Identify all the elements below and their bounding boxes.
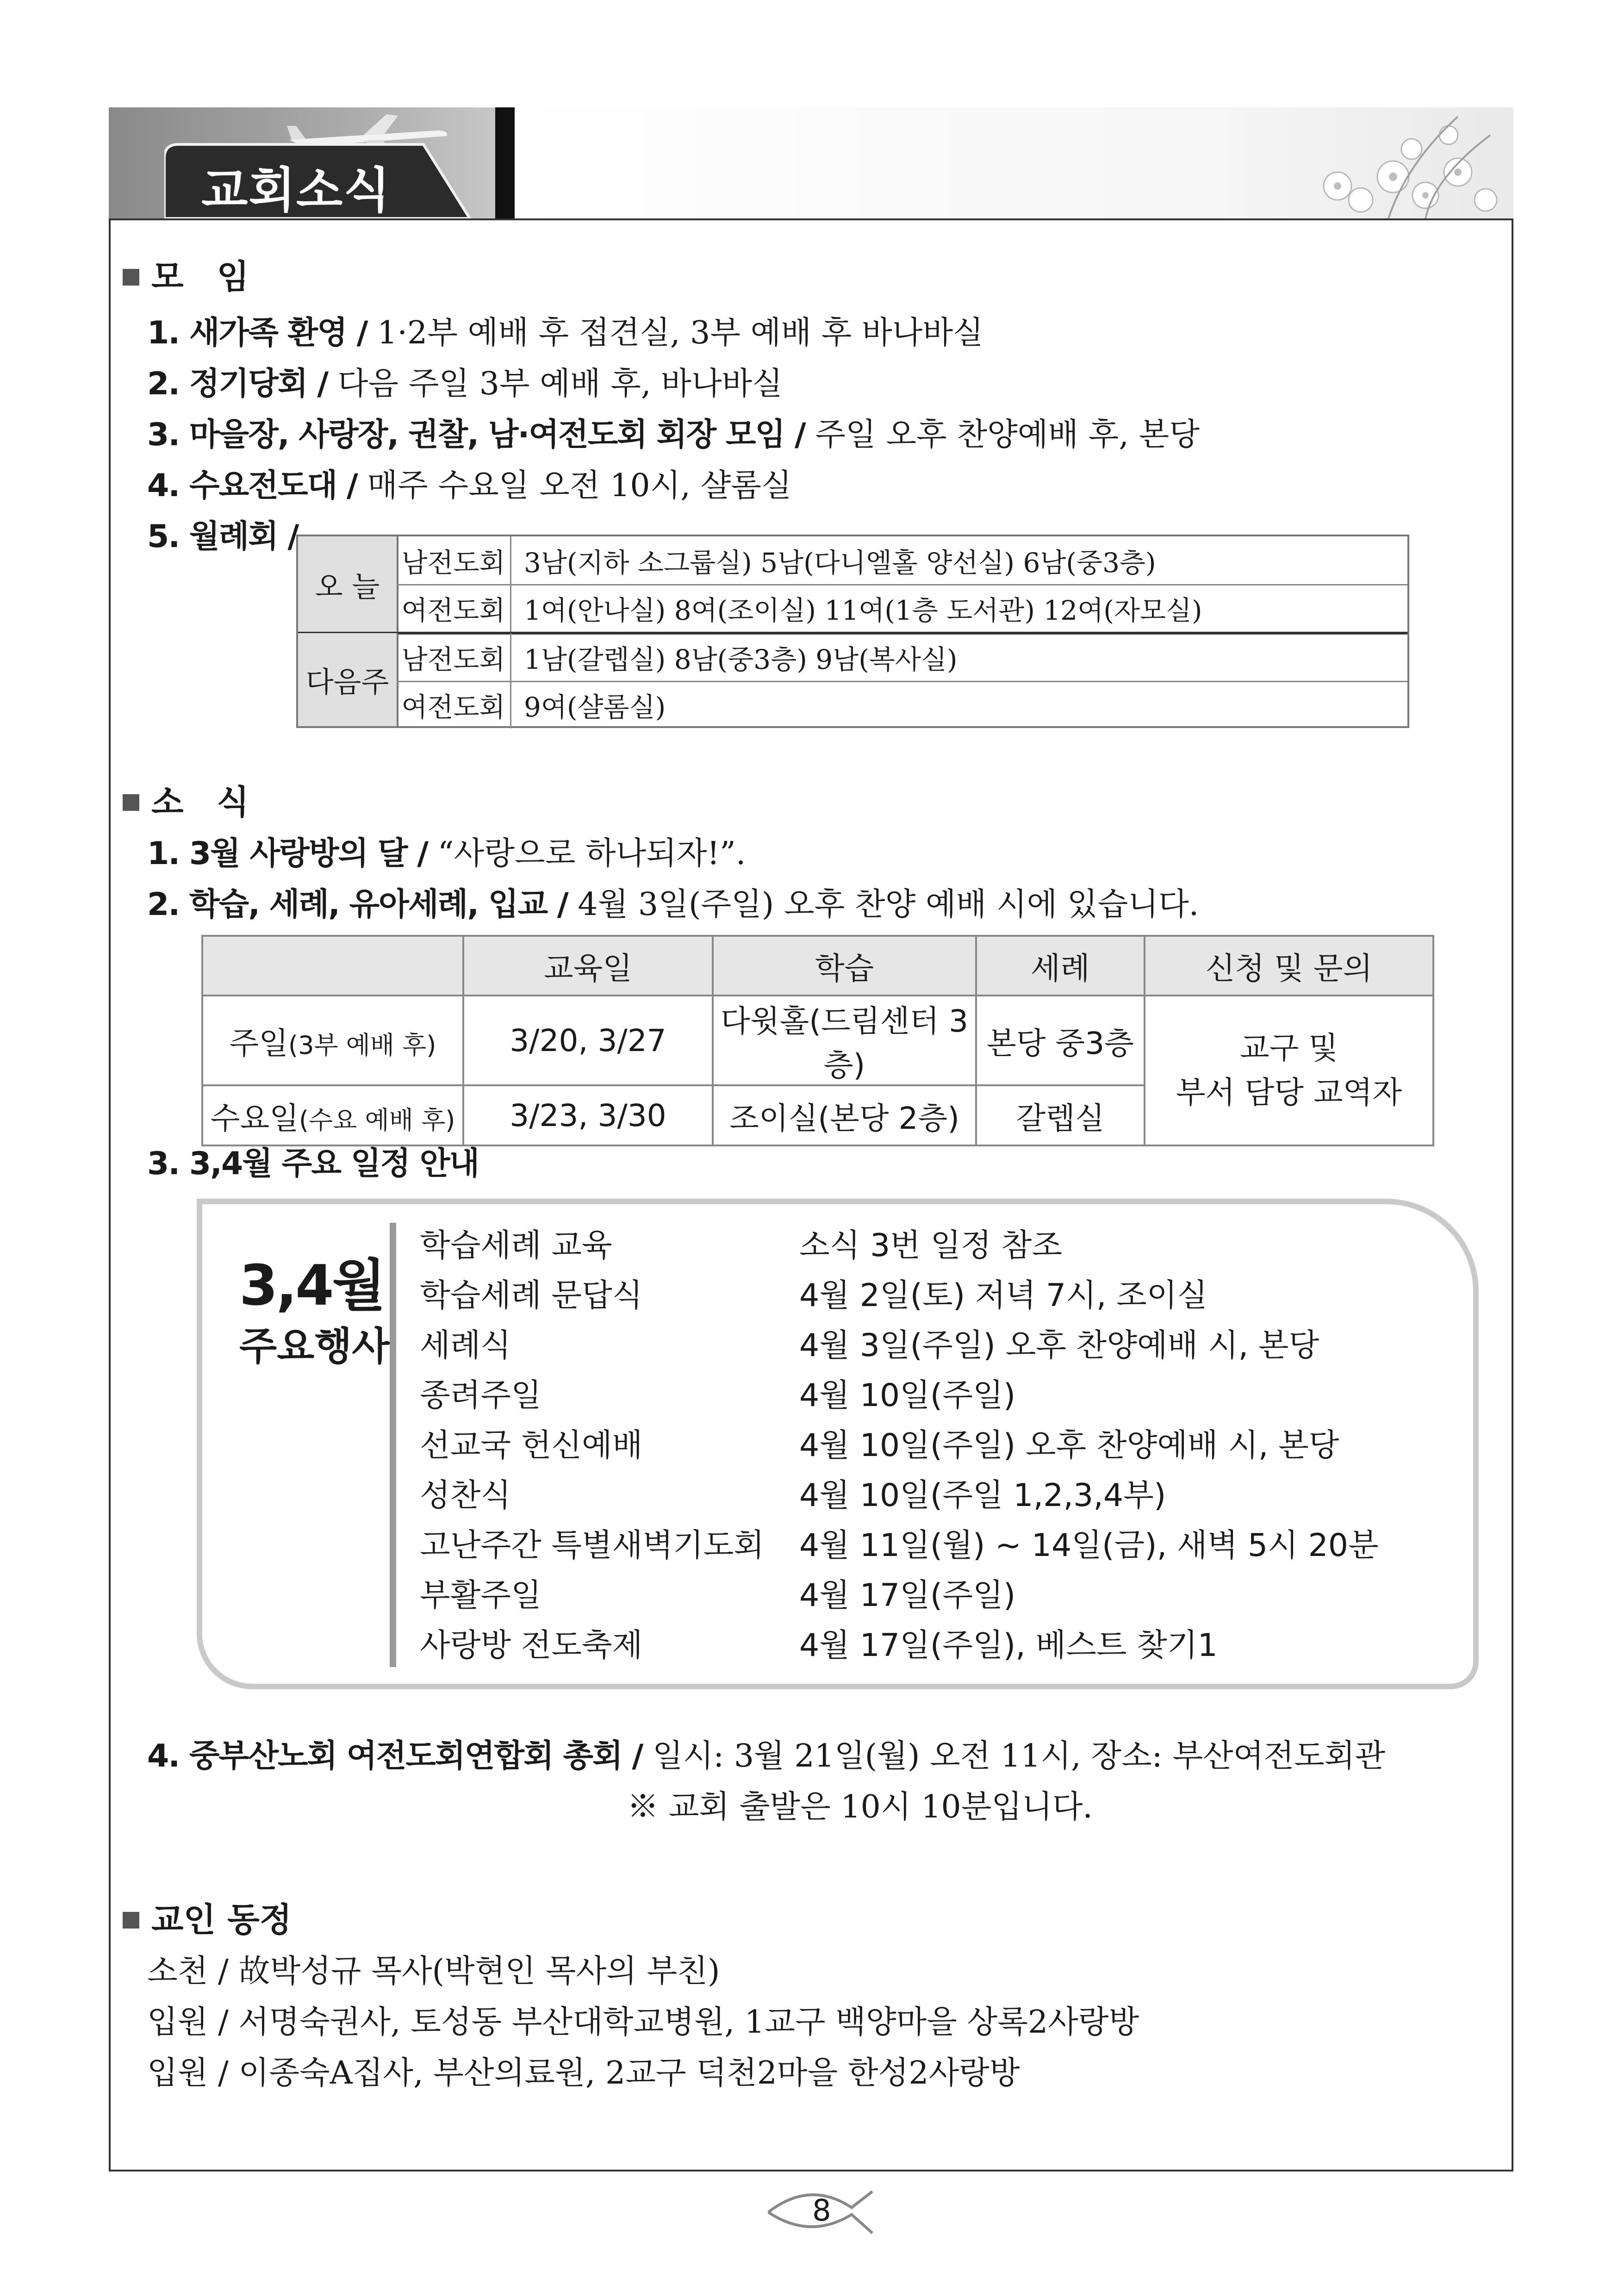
section-heading-news bbox=[123, 775, 249, 823]
item-label: 2. 정기당회 / bbox=[147, 366, 328, 402]
item-label: 1. 3월 사랑방의 달 / bbox=[147, 835, 428, 872]
org-name: 남전도회 bbox=[397, 633, 511, 681]
column-header: 세례 bbox=[976, 936, 1145, 996]
item-label: 2. 학습, 세례, 유아세례, 입교 / bbox=[147, 886, 568, 923]
news-item bbox=[147, 828, 746, 873]
schedule-event bbox=[420, 1520, 1379, 1565]
news-item bbox=[147, 1731, 1385, 1776]
schedule-event bbox=[420, 1470, 1166, 1515]
event-date: 4월 10일(주일) bbox=[799, 1377, 1016, 1414]
org-detail: 3남(지하 소그룹실) 5남(다니엘홀 양선실) 6남(중3층) bbox=[524, 547, 1156, 579]
table-row bbox=[397, 584, 1407, 635]
org-detail: 1여(안나실) 8여(조이실) 11여(1층 도서관) 12여(자모실) bbox=[524, 594, 1202, 626]
column-header bbox=[202, 936, 463, 996]
event-name: 사랑방 전도축제 bbox=[420, 1627, 643, 1664]
table-row bbox=[202, 996, 1433, 1085]
table-cell: 본당 중3층 bbox=[976, 996, 1145, 1085]
item-text: 주일 오후 찬양예배 후, 본당 bbox=[805, 417, 1200, 453]
event-date: 4월 3일(주일) 오후 찬양예배 시, 본당 bbox=[799, 1327, 1319, 1364]
heading-text: 소 식 bbox=[151, 783, 249, 821]
meeting-item bbox=[147, 460, 792, 505]
column-header: 신청 및 문의 bbox=[1145, 936, 1433, 996]
org-name: 여전도회 bbox=[397, 681, 511, 728]
page-number: 8 bbox=[812, 2194, 831, 2228]
event-name: 선교국 헌신예배 bbox=[420, 1427, 643, 1464]
event-name: 세례식 bbox=[420, 1327, 511, 1364]
when-note: (3부 예배 후) bbox=[288, 1030, 436, 1060]
event-name: 종려주일 bbox=[420, 1377, 541, 1414]
schedule-event bbox=[420, 1220, 1062, 1265]
meeting-item bbox=[147, 511, 298, 556]
member-news-item: 소천 / 故박성규 목사(박현인 목사의 부친) bbox=[147, 1953, 720, 1990]
header-banner bbox=[109, 107, 1513, 218]
event-date: 4월 10일(주일 1,2,3,4부) bbox=[799, 1477, 1166, 1514]
item-label: 3. 3,4월 주요 일정 안내 bbox=[147, 1145, 479, 1182]
schedule-subheading: 주요행사 bbox=[239, 1324, 390, 1369]
heading-text: 모 임 bbox=[151, 257, 249, 296]
square-bullet-icon bbox=[123, 1912, 139, 1929]
flower-decoration-icon bbox=[1273, 107, 1513, 218]
item-text: 다음 주일 3부 예배 후, 바나바실 bbox=[328, 366, 783, 402]
table-cell: 3/20, 3/27 bbox=[463, 996, 713, 1085]
event-date: 4월 10일(주일) 오후 찬양예배 시, 본당 bbox=[799, 1427, 1339, 1464]
org-detail: 1남(갈렙실) 8남(중3층) 9남(복사실) bbox=[524, 643, 958, 675]
event-name: 성찬식 bbox=[420, 1477, 511, 1514]
section-heading-members bbox=[123, 1893, 292, 1941]
table-cell bbox=[202, 996, 463, 1085]
table-cell: 갈렙실 bbox=[976, 1085, 1145, 1145]
schedule-event bbox=[420, 1420, 1339, 1465]
item-label: 3. 마을장, 사랑장, 권찰, 남·여전도회 회장 모임 / bbox=[147, 417, 805, 453]
table-cell bbox=[202, 1085, 463, 1145]
event-date: 4월 17일(주일), 베스트 찾기1 bbox=[799, 1627, 1218, 1664]
banner-background bbox=[515, 107, 1513, 218]
org-detail: 9여(샬롬실) bbox=[524, 691, 666, 723]
when-text: 주일 bbox=[229, 1025, 289, 1061]
contact-cell bbox=[1145, 996, 1433, 1145]
event-date: 4월 11일(월) ~ 14일(금), 새벽 5시 20분 bbox=[799, 1527, 1379, 1564]
square-bullet-icon bbox=[123, 794, 139, 811]
member-news-item: 입원 / 이종숙A집사, 부산의료원, 2교구 덕천2마을 한성2사랑방 bbox=[147, 2055, 1020, 2091]
meeting-item bbox=[147, 410, 1200, 454]
schedule-event bbox=[420, 1270, 1208, 1315]
content-frame bbox=[109, 218, 1513, 2172]
event-name: 고난주간 특별새벽기도회 bbox=[420, 1527, 765, 1564]
item-text: 매주 수요일 오전 10시, 샬롬실 bbox=[357, 467, 792, 504]
column-header: 교육일 bbox=[463, 936, 713, 996]
org-name: 여전도회 bbox=[397, 584, 511, 632]
item-label: 4. 수요전도대 / bbox=[147, 467, 357, 504]
schedule-heading: 3,4월 bbox=[239, 1254, 384, 1318]
page-title: 교회소식 bbox=[201, 162, 391, 218]
when-text: 수요일 bbox=[210, 1100, 299, 1136]
event-name: 학습세례 교육 bbox=[420, 1227, 612, 1264]
table-row bbox=[397, 681, 1407, 728]
schedule-box bbox=[197, 1199, 1479, 1689]
item-text: 일시: 3월 21일(월) 오전 11시, 장소: 부산여전도회관 bbox=[642, 1738, 1386, 1774]
news-item bbox=[147, 879, 1199, 924]
event-name: 부활주일 bbox=[420, 1577, 541, 1614]
column-header: 학습 bbox=[713, 936, 976, 996]
org-name: 남전도회 bbox=[397, 536, 511, 584]
banner-photo bbox=[109, 107, 495, 218]
table-row bbox=[397, 633, 1407, 682]
table-cell: 조이실(본당 2층) bbox=[713, 1085, 976, 1145]
event-date: 소식 3번 일정 참조 bbox=[799, 1227, 1062, 1264]
section-heading-meeting bbox=[123, 250, 249, 298]
table-cell: 3/23, 3/30 bbox=[463, 1085, 713, 1145]
when-note: (수요 예배 후) bbox=[299, 1105, 455, 1135]
group-today: 오 늘 bbox=[298, 536, 398, 635]
item-label: 1. 새가족 환영 / bbox=[147, 315, 367, 351]
contact-line: 교구 및 bbox=[1239, 1030, 1338, 1066]
item-text: “사랑으로 하나되자!”. bbox=[428, 835, 746, 872]
contact-line: 부서 담당 교역자 bbox=[1176, 1075, 1402, 1110]
member-news-item: 입원 / 서명숙권사, 토성동 부산대학교병원, 1교구 백양마을 상록2사랑방 bbox=[147, 2004, 1139, 2041]
item-label: 5. 월례회 / bbox=[147, 518, 299, 555]
table-row bbox=[397, 536, 1407, 585]
meeting-item bbox=[147, 308, 983, 353]
schedule-event bbox=[420, 1620, 1218, 1665]
heading-text: 교인 동정 bbox=[151, 1900, 292, 1939]
item-text: 4월 3일(주일) 오후 찬양 예배 시에 있습니다. bbox=[567, 886, 1199, 923]
square-bullet-icon bbox=[123, 269, 139, 286]
event-date: 4월 17일(주일) bbox=[799, 1577, 1016, 1614]
education-table bbox=[201, 935, 1434, 1146]
schedule-divider bbox=[390, 1223, 396, 1667]
monthly-meeting-table bbox=[296, 535, 1409, 728]
group-next-week: 다음주 bbox=[298, 633, 398, 726]
banner-divider bbox=[495, 107, 515, 218]
news-note: ※ 교회 출발은 10시 10분입니다. bbox=[627, 1789, 1093, 1825]
event-name: 학습세례 문답식 bbox=[420, 1277, 643, 1314]
table-cell: 다윗홀(드림센터 3층) bbox=[713, 996, 976, 1085]
schedule-event bbox=[420, 1320, 1319, 1365]
meeting-item bbox=[147, 359, 783, 404]
news-item bbox=[147, 1139, 479, 1183]
item-text: 1·2부 예배 후 접견실, 3부 예배 후 바나바실 bbox=[367, 315, 983, 351]
table-header-row bbox=[202, 936, 1433, 996]
schedule-event bbox=[420, 1570, 1016, 1615]
schedule-event bbox=[420, 1370, 1016, 1415]
item-label: 4. 중부산노회 여전도회연합회 총회 / bbox=[147, 1738, 643, 1774]
event-date: 4월 2일(토) 저녁 7시, 조이실 bbox=[799, 1277, 1208, 1314]
